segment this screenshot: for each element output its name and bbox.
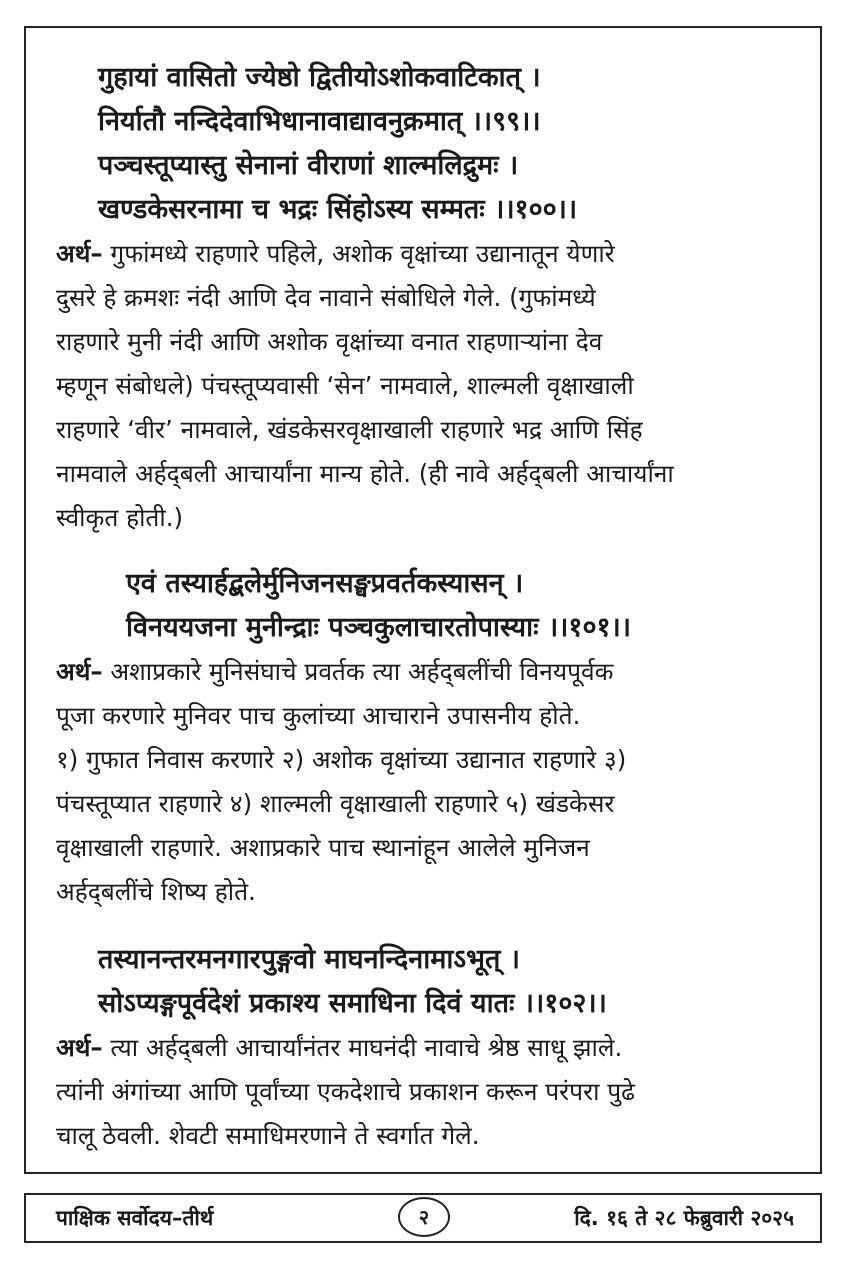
meaning-line: पंचस्तूप्यात राहणारे ४) शाल्मली वृक्षाखाली राहणारे ५) खंडकेसर	[56, 789, 615, 818]
meaning-first-line	[56, 232, 615, 276]
meaning-label: अर्थ–	[56, 239, 103, 268]
meaning-label: अर्थ–	[56, 1033, 103, 1062]
page-footer	[24, 1193, 822, 1243]
meaning-line: अर्हद्‌बलींचे शिष्य होते.	[56, 877, 256, 906]
meaning-first-line	[56, 650, 613, 694]
meaning-line: पूजा करणारे मुनिवर पाच कुलांच्या आचाराने उपासनीय होते.	[56, 701, 581, 730]
page-number: २	[398, 1197, 450, 1237]
verse-line: एवं तस्यार्हद्बलेर्मुनिजनसङ्घप्रवर्तकस्यासन् ।	[126, 568, 524, 599]
page-content-frame	[24, 26, 822, 1174]
issue-date: दि. १६ ते २८ फेब्रुवारी २०२५	[574, 1206, 794, 1230]
verse-line: निर्यातौ नन्दिदेवाभिधानावाद्यावनुक्रमात् ।।९९।।	[98, 106, 541, 137]
meaning-line: १) गुफात निवास करणारे २) अशोक वृक्षांच्या उद्यानात राहणारे ३)	[56, 745, 627, 774]
meaning-text: त्या अर्हद्‌बली आचार्यांनंतर माघनंदी नावाचे श्रेष्ठ साधू झाले.	[102, 1033, 623, 1062]
verse-line: सोऽप्यङ्गपूर्वदेशं प्रकाश्य समाधिना दिवं यातः ।।१०२।।	[98, 988, 607, 1019]
meaning-line: चालू ठेवली. शेवटी समाधिमरणाने ते स्वर्गात गेले.	[56, 1121, 480, 1150]
publication-name: पाक्षिक सर्वोदय–तीर्थ	[56, 1206, 214, 1230]
verse-line: विनययजना मुनीन्द्राः पञ्चकुलाचारतोपास्याः ।।१०१।।	[126, 612, 631, 643]
verse-line: तस्यानन्तरमनगारपुङ्गवो माघनन्दिनामाऽभूत् ।	[98, 944, 520, 975]
meaning-line: त्यांनी अंगांच्या आणि पूर्वांच्या एकदेशाचे प्रकाशन करून परंपरा पुढे	[56, 1077, 635, 1106]
meaning-line: म्हणून संबोधले) पंचस्तूप्यवासी ‘सेन’ नामवाले, शाल्मली वृक्षाखाली	[56, 371, 634, 400]
meaning-text: गुफांमध्ये राहणारे पहिले, अशोक वृक्षांच्या उद्यानातून येणारे	[102, 239, 615, 268]
meaning-first-line	[56, 1026, 622, 1070]
meaning-line: नामवाले अर्हद्‌बली आचार्यांना मान्य होते. (ही नावे अर्हद्‌बली आचार्यांना	[56, 459, 674, 488]
meaning-line: स्वीकृत होती.)	[56, 503, 184, 532]
meaning-line: दुसरे हे क्रमशः नंदी आणि देव नावाने संबोधिले गेले. (गुफांमध्ये	[56, 283, 596, 312]
meaning-line: राहणारे मुनी नंदी आणि अशोक वृक्षांच्या वनात राहणाऱ्यांना देव	[56, 327, 603, 356]
meaning-line: वृक्षाखाली राहणारे. अशाप्रकारे पाच स्थानांहून आलेले मुनिजन	[56, 833, 590, 862]
verse-line: खण्डकेसरनामा च भद्रः सिंहोऽस्य सम्मतः ।।१००।।	[98, 194, 578, 225]
verse-line: पञ्चस्तूप्यास्तु सेनानां वीराणां शाल्मलिद्रुमः ।	[98, 150, 519, 181]
verse-line: गुहायां वासितो ज्येष्ठो द्वितीयोऽशोकवाटिकात् ।	[98, 62, 541, 93]
meaning-line: राहणारे ‘वीर’ नामवाले, खंडकेसरवृक्षाखाली राहणारे भद्र आणि सिंह	[56, 415, 643, 444]
meaning-text: अशाप्रकारे मुनिसंघाचे प्रवर्तक त्या अर्हद्‌बलींची विनयपूर्वक	[102, 657, 614, 686]
meaning-label: अर्थ–	[56, 657, 103, 686]
